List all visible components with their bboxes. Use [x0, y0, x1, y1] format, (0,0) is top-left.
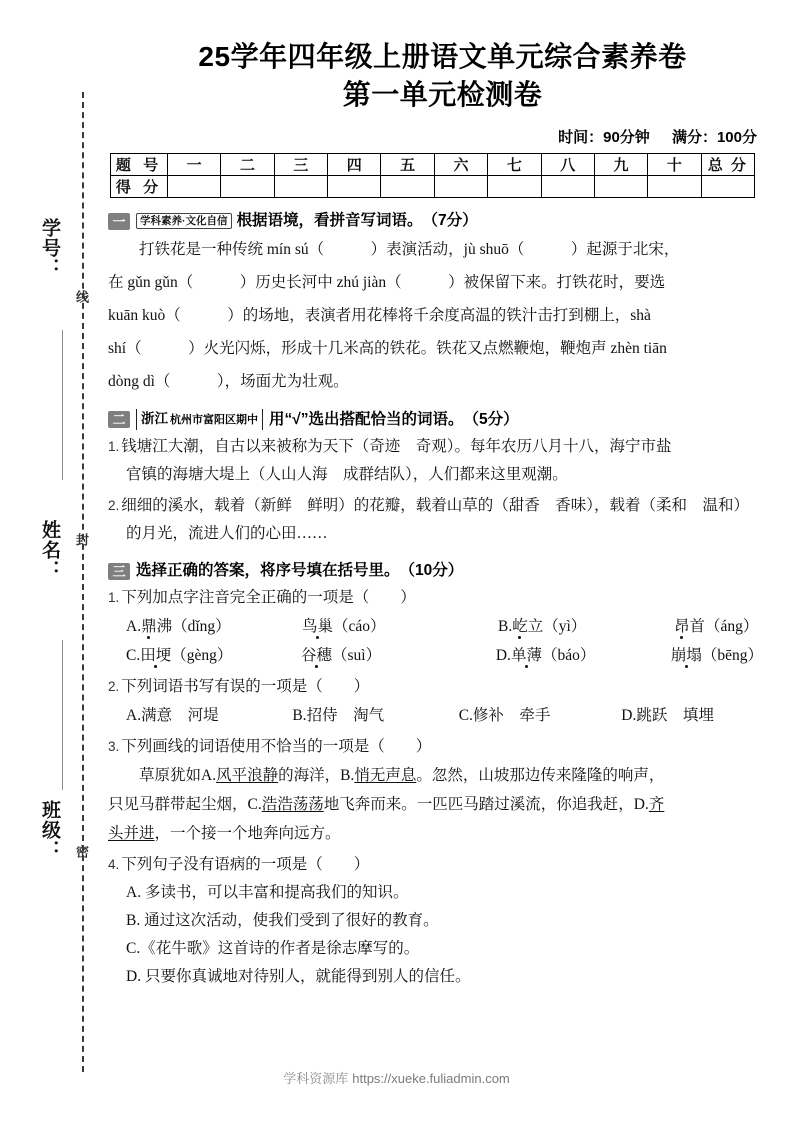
option-a-word2 — [302, 613, 498, 641]
score-col-2: 二 — [221, 154, 274, 176]
total-points: 满分：100分 — [671, 129, 757, 146]
score-col-1: 一 — [168, 154, 221, 176]
score-col-9: 九 — [594, 154, 647, 176]
class-label: 班级： — [39, 800, 60, 860]
section-literacy-tag: 学科素养·文化自信 — [136, 213, 232, 229]
dotted-char: 屹 — [512, 618, 528, 635]
option-d-word2 — [671, 642, 763, 670]
score-cell-6[interactable] — [434, 176, 487, 198]
option-label: B. — [498, 618, 513, 635]
passage-text: 只见马群带起尘烟，C. — [108, 796, 262, 813]
dotted-char: 鼎 — [141, 618, 157, 635]
underlined-phrase-a[interactable]: 风平浪静 — [216, 767, 279, 784]
section-three-points: （10分） — [399, 562, 464, 579]
question-2-options-row — [108, 702, 763, 730]
question-number: 1. — [108, 590, 120, 605]
score-cell-10[interactable] — [648, 176, 701, 198]
score-cell-2[interactable] — [221, 176, 274, 198]
score-table-score-label: 得 分 — [111, 176, 168, 198]
score-table-header-row — [111, 154, 755, 176]
score-col-total: 总 分 — [701, 154, 754, 176]
option-word-1: 立（yì） — [527, 618, 587, 635]
region-province: 浙江 — [141, 411, 168, 426]
score-col-5: 五 — [381, 154, 434, 176]
score-table — [110, 153, 755, 198]
region-locale: 杭州市富阳区期中 — [170, 414, 258, 426]
section-two-title: 用“√”选出搭配恰当的词语。 — [269, 410, 464, 428]
section-three-title: 选择正确的答案，将序号填在括号里。 — [136, 562, 400, 579]
option-label: A. — [126, 618, 142, 635]
section-one-line-4: shí（ ）火光闪烁，形成十几米高的铁花。铁花又点燃鞭炮，鞭炮声 zhèn tiān — [108, 340, 667, 357]
section-one-line-3: kuān kuò（ ）的场地，表演者用花棒将千余度高温的铁汁击打到棚上，shà — [108, 307, 651, 324]
watermark-url: https://xueke.fuliadmin.com — [352, 1071, 510, 1086]
question-stem: 下列句子没有语病的一项是（ ） — [121, 856, 370, 873]
item-number: 1. — [108, 439, 120, 454]
item-number: 2. — [108, 498, 120, 513]
question-number: 2. — [108, 679, 120, 694]
option-label: B. — [292, 707, 307, 724]
score-col-4: 四 — [328, 154, 381, 176]
option-label: C. — [126, 647, 141, 664]
score-table-value-row — [111, 176, 755, 198]
option-c[interactable] — [126, 642, 301, 670]
option-b[interactable] — [292, 702, 458, 730]
option-word-2: （suì） — [332, 647, 382, 664]
option-word-1: 沸（dǐng） — [156, 618, 231, 635]
option-text: 跳跃 填埋 — [636, 707, 714, 724]
seal-char-mi: 密 — [74, 845, 89, 859]
passage-text: 地飞奔而来。一匹匹马踏过溪流，你追我赶，D. — [323, 796, 649, 813]
score-col-6: 六 — [434, 154, 487, 176]
section-two — [108, 409, 763, 548]
exam-page — [92, 0, 793, 1121]
option-word-2: 首（áng） — [689, 618, 759, 635]
item-line-2: 的月光，流进人们的心田…… — [126, 525, 328, 542]
score-col-7: 七 — [488, 154, 541, 176]
dotted-char: 单薄 — [510, 647, 542, 664]
section-region-tag — [136, 409, 263, 430]
section-one-header — [108, 211, 763, 231]
score-cell-4[interactable] — [328, 176, 381, 198]
passage-text: 草原犹如A. — [139, 767, 217, 784]
score-col-8: 八 — [541, 154, 594, 176]
title-line-2: 第一单元检测卷 — [342, 79, 543, 110]
question-2 — [108, 673, 763, 701]
underlined-phrase-b[interactable]: 悄无声息 — [354, 767, 417, 784]
option-word-1: （báo） — [541, 647, 596, 664]
option-d[interactable] — [496, 642, 671, 670]
question-3-passage-line-1 — [108, 761, 763, 790]
footer-watermark — [0, 1068, 793, 1087]
section-one — [108, 211, 763, 396]
underlined-phrase-d-part2[interactable]: 头并进 — [108, 825, 155, 842]
score-cell-3[interactable] — [274, 176, 327, 198]
section-two-item — [108, 492, 763, 520]
question-1-options-row-2 — [108, 642, 763, 670]
option-word-1: （gèng） — [171, 647, 233, 664]
section-one-points: （7分） — [422, 212, 478, 229]
seal-rule-lower — [62, 640, 63, 790]
option-c-word2 — [301, 642, 496, 670]
score-table-row-label: 题 号 — [111, 154, 168, 176]
question-4-option-b[interactable]: B. 通过这次活动，使我们受到了很好的教育。 — [126, 912, 439, 929]
option-word-2: （cáo） — [333, 618, 386, 635]
question-4-option-c[interactable]: C.《花牛歌》这首诗的作者是徐志摩写的。 — [126, 940, 420, 957]
question-4 — [108, 851, 763, 879]
section-number-badge: 三 — [108, 563, 130, 580]
item-line-2-wrap — [108, 520, 763, 548]
option-label: D. — [495, 647, 511, 664]
section-three — [108, 561, 763, 991]
item-line-1: 钱塘江大潮，自古以来被称为天下（奇迹 奇观）。每年农历八月十八，海宁市盐 — [121, 438, 672, 455]
question-stem: 下列词语书写有误的一项是（ ） — [121, 678, 370, 695]
option-c[interactable] — [459, 702, 622, 730]
section-number-badge: 一 — [108, 213, 130, 230]
binding-sidebar — [0, 0, 92, 1121]
question-3 — [108, 733, 763, 761]
item-line-1: 细细的溪水，载着（新鲜 鲜明）的花瓣，载着山草的（甜香 香味），载着（柔和 温和） — [121, 497, 750, 514]
option-b[interactable] — [498, 613, 674, 641]
question-number: 3. — [108, 739, 120, 754]
option-text: 满意 河堤 — [141, 707, 219, 724]
question-stem: 下列画线的词语使用不恰当的一项是（ ） — [121, 738, 432, 755]
passage-text: 的海洋，B. — [278, 767, 355, 784]
score-col-3: 三 — [274, 154, 327, 176]
section-two-item — [108, 433, 763, 461]
student-name-label: 姓名： — [39, 520, 60, 580]
section-one-line-5: dòng dì（ ），场面尤为壮观。 — [108, 373, 349, 390]
page-title — [92, 0, 793, 114]
section-three-header — [108, 561, 763, 581]
item-line-2: 官镇的海塘大堤上（人山人海 成群结队），人们都来这里观潮。 — [126, 466, 568, 483]
section-two-points: （5分） — [463, 410, 519, 428]
dotted-char: 鸟巢 — [302, 618, 334, 635]
time-limit: 时间：90分钟 — [558, 129, 650, 146]
score-cell-total[interactable] — [701, 176, 754, 198]
dotted-char: 田埂 — [140, 647, 172, 664]
option-label: A. — [126, 707, 142, 724]
score-cell-5[interactable] — [381, 176, 434, 198]
question-stem: 下列加点字注音完全正确的一项是（ ） — [121, 589, 416, 606]
student-id-label: 学号： — [39, 218, 60, 278]
title-line-1: 25学年四年级上册语文单元综合素养卷 — [198, 41, 687, 72]
dotted-char: 崩塌 — [670, 647, 702, 664]
question-4-option-a[interactable]: A. 多读书，可以丰富和提高我们的知识。 — [126, 884, 409, 901]
option-label: D. — [621, 707, 637, 724]
option-a[interactable] — [126, 702, 292, 730]
option-d[interactable] — [621, 702, 763, 730]
section-one-line-2: 在 gǔn gǔn（ ）历史长河中 zhú jiàn（ ）被保留下来。打铁花时，要选 — [108, 274, 666, 291]
dotted-char: 昂 — [674, 618, 690, 635]
seal-char-feng: 封 — [74, 533, 89, 547]
seal-char-line: 线 — [74, 290, 89, 304]
exam-meta — [92, 126, 757, 147]
question-4-option-d[interactable]: D. 只要你真诚地对待别人，就能得到别人的信任。 — [126, 968, 471, 985]
section-one-title: 根据语境，看拼音写词语。 — [236, 212, 423, 229]
option-text: 修补 牵手 — [472, 707, 551, 724]
question-3-passage-line-2 — [108, 790, 763, 819]
option-a[interactable] — [126, 613, 302, 641]
passage-text: ，一个接一个地奔向远方。 — [154, 825, 341, 842]
score-cell-8[interactable] — [541, 176, 594, 198]
question-3-passage-line-3 — [108, 819, 763, 848]
score-cell-1[interactable] — [168, 176, 221, 198]
section-two-header — [108, 409, 763, 430]
dotted-char: 谷穗 — [300, 647, 332, 664]
option-label: C. — [458, 707, 473, 724]
section-number-badge: 二 — [108, 411, 130, 428]
option-b-word2 — [674, 613, 758, 641]
seal-rule-upper — [62, 330, 63, 480]
question-1 — [108, 584, 763, 612]
option-text: 招侍 淘气 — [306, 707, 385, 724]
score-cell-7[interactable] — [488, 176, 541, 198]
option-word-2: （bēng） — [701, 647, 763, 664]
underlined-phrase-d-part1[interactable]: 齐 — [648, 796, 665, 813]
underlined-phrase-c[interactable]: 浩浩荡荡 — [261, 796, 324, 813]
passage-text: 。忽然，山坡那边传来隆隆的响声， — [416, 767, 665, 784]
question-number: 4. — [108, 857, 120, 872]
score-col-10: 十 — [648, 154, 701, 176]
item-line-2-wrap — [108, 461, 763, 489]
watermark-source: 学科资源库 — [283, 1071, 349, 1086]
score-cell-9[interactable] — [594, 176, 647, 198]
question-1-options-row-1 — [108, 613, 763, 641]
section-one-line-1: 打铁花是一种传统 mín sú（ ）表演活动，jù shuō（ ）起源于北宋， — [139, 241, 680, 258]
seal-dashed-line — [82, 92, 84, 1072]
